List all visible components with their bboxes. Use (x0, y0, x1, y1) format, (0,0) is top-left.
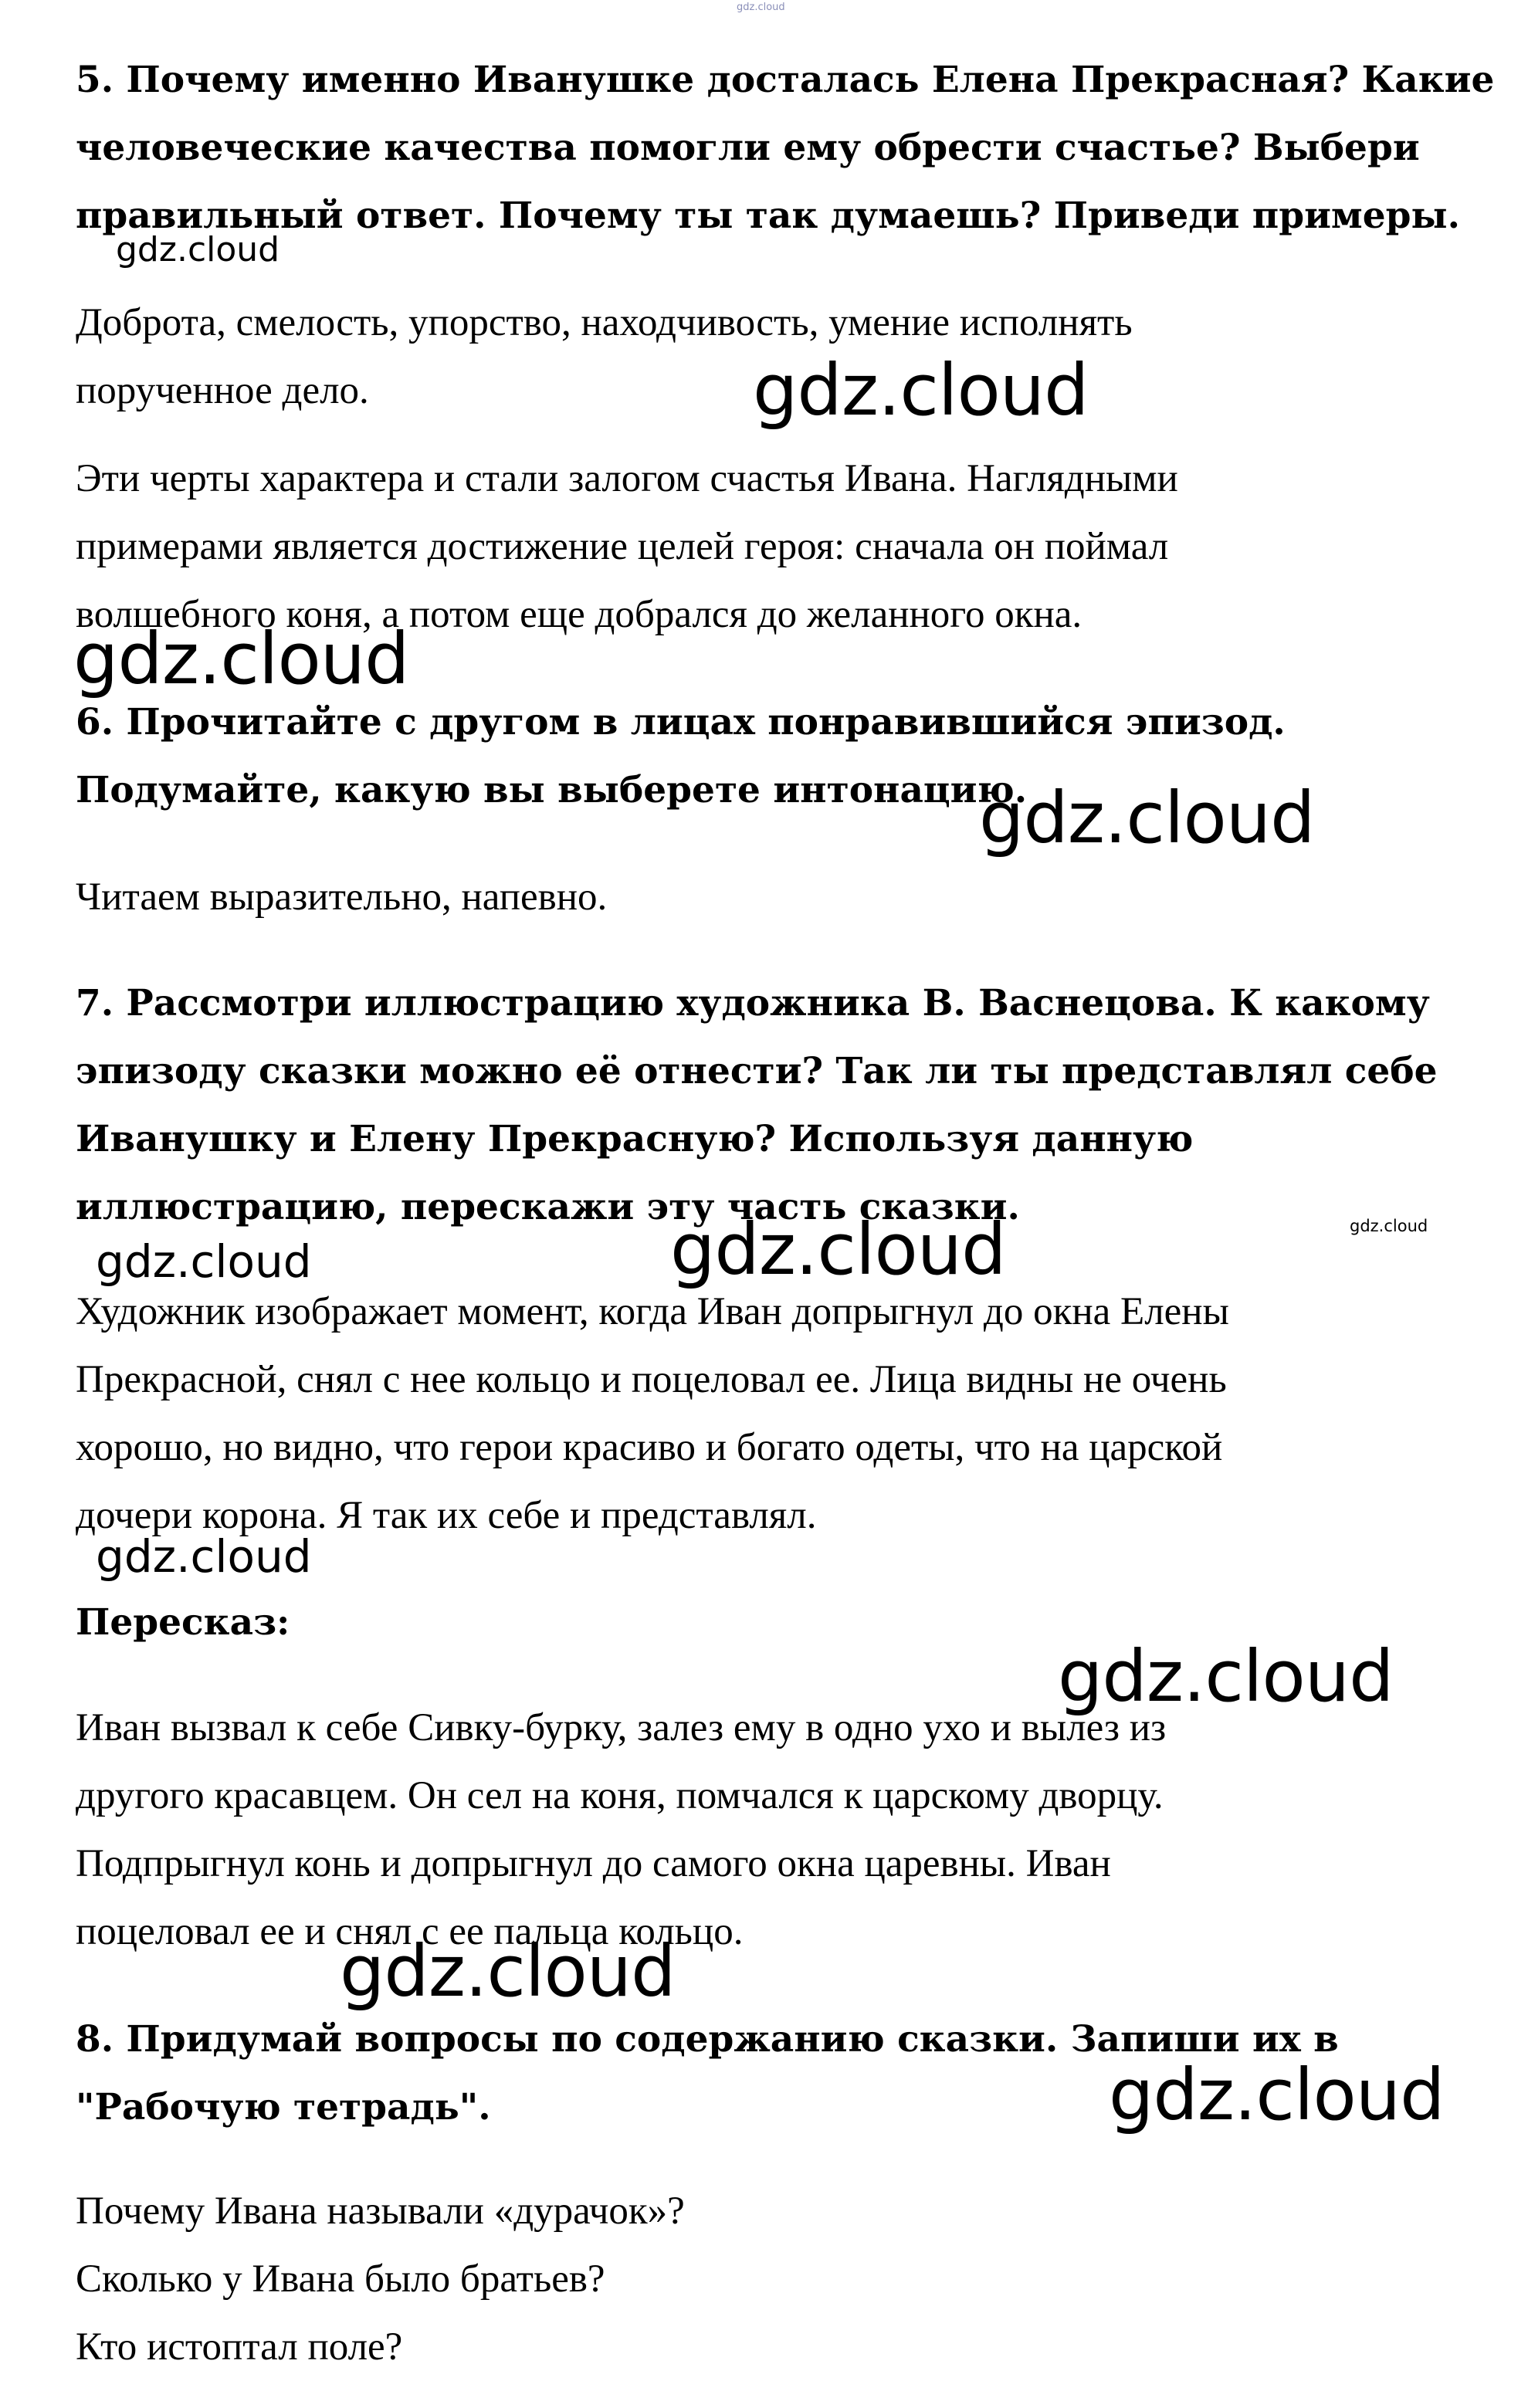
watermark: gdz.cloud (96, 1235, 312, 1288)
answer-7-line: дочери корона. Я так их себе и представлял. (76, 1494, 817, 1537)
watermark: gdz.cloud (753, 349, 1089, 432)
answer-6 (76, 863, 607, 931)
retell-line: Подпрыгнул конь и допрыгнул до самого окна царевны. Иван (76, 1842, 1111, 1885)
answer-7-line: хорошо, но видно, что герои красиво и богато одеты, что на царской (76, 1426, 1223, 1469)
question-5-line: человеческие качества помогли ему обрести счастье? Выбери (76, 127, 1420, 169)
watermark: gdz.cloud (96, 1530, 312, 1583)
answer-8-questions (76, 2177, 685, 2381)
answer-8-line: Сколько у Ивана было братьев? (76, 2257, 605, 2301)
retell-line: Иван вызвал к себе Сивку-бурку, залез ему в одно ухо и вылез из (76, 1706, 1167, 1749)
question-5-line: правильный ответ. Почему ты так думаешь? Приведи примеры. (76, 195, 1460, 237)
watermark: gdz.cloud (340, 1930, 676, 2013)
question-7-line: иллюстрацию, перескажи эту часть сказки. (76, 1186, 1020, 1228)
question-7-line: Иванушку и Елену Прекрасную? Используя данную (76, 1118, 1194, 1160)
answer-5-line: примерами является достижение целей героя: сначала он поймал (76, 525, 1169, 568)
watermark: gdz.cloud (670, 1208, 1006, 1291)
question-6-line: Подумайте, какую вы выберете интонацию. (76, 769, 1028, 811)
question-8-line: "Рабочую тетрадь". (76, 2086, 491, 2129)
answer-5-line: волшебного коня, а потом еще добрался до желанного окна. (76, 593, 1082, 636)
answer-7-line: Прекрасной, снял с нее кольцо и поцеловал ее. Лица видны не очень (76, 1358, 1227, 1401)
watermark: gdz.cloud (73, 618, 409, 700)
watermark: gdz.cloud (116, 230, 280, 269)
answer-6-line: Читаем выразительно, напевно. (76, 875, 608, 919)
watermark-top: gdz.cloud (737, 2, 785, 13)
watermark: gdz.cloud (979, 777, 1315, 859)
answer-7 (76, 1278, 1229, 1549)
watermark: gdz.cloud (1109, 2054, 1445, 2136)
question-5-line: 5. Почему именно Иванушке досталась Елена Прекрасная? Какие (76, 59, 1495, 101)
question-8-line: 8. Придумай вопросы по содержанию сказки. Запиши их в (76, 2018, 1339, 2061)
question-7-line: эпизоду сказки можно её отнести? Так ли ты представлял себе (76, 1050, 1438, 1092)
question-6-line: 6. Прочитайте с другом в лицах понравившийся эпизод. (76, 701, 1286, 743)
question-7-line: 7. Рассмотри иллюстрацию художника В. Васнецова. К какому (76, 982, 1430, 1025)
watermark: gdz.cloud (1058, 1635, 1394, 1718)
answer-7-line: Художник изображает момент, когда Иван допрыгнул до окна Елены (76, 1290, 1229, 1333)
answer-5-line: Эти черты характера и стали залогом счастья Ивана. Наглядными (76, 457, 1178, 500)
retell-line: поцеловал ее и снял с ее пальца кольцо. (76, 1910, 744, 1953)
answer-8-line: Кто истоптал поле? (76, 2325, 403, 2369)
retell-line: другого красавцем. Он сел на коня, помчался к царскому дворцу. (76, 1774, 1164, 1817)
retell-text (76, 1694, 1166, 1966)
question-7 (76, 970, 1438, 1241)
question-5 (76, 46, 1494, 250)
answer-5-line: Доброта, смелость, упорство, находчивость, умение исполнять (76, 301, 1133, 344)
retell-heading (76, 1589, 290, 1657)
retell-heading-text: Пересказ: (76, 1601, 290, 1644)
answer-5-line: порученное дело. (76, 369, 369, 412)
answer-8-line: Почему Ивана называли «дурачок»? (76, 2190, 685, 2233)
watermark: gdz.cloud (1350, 1217, 1428, 1235)
